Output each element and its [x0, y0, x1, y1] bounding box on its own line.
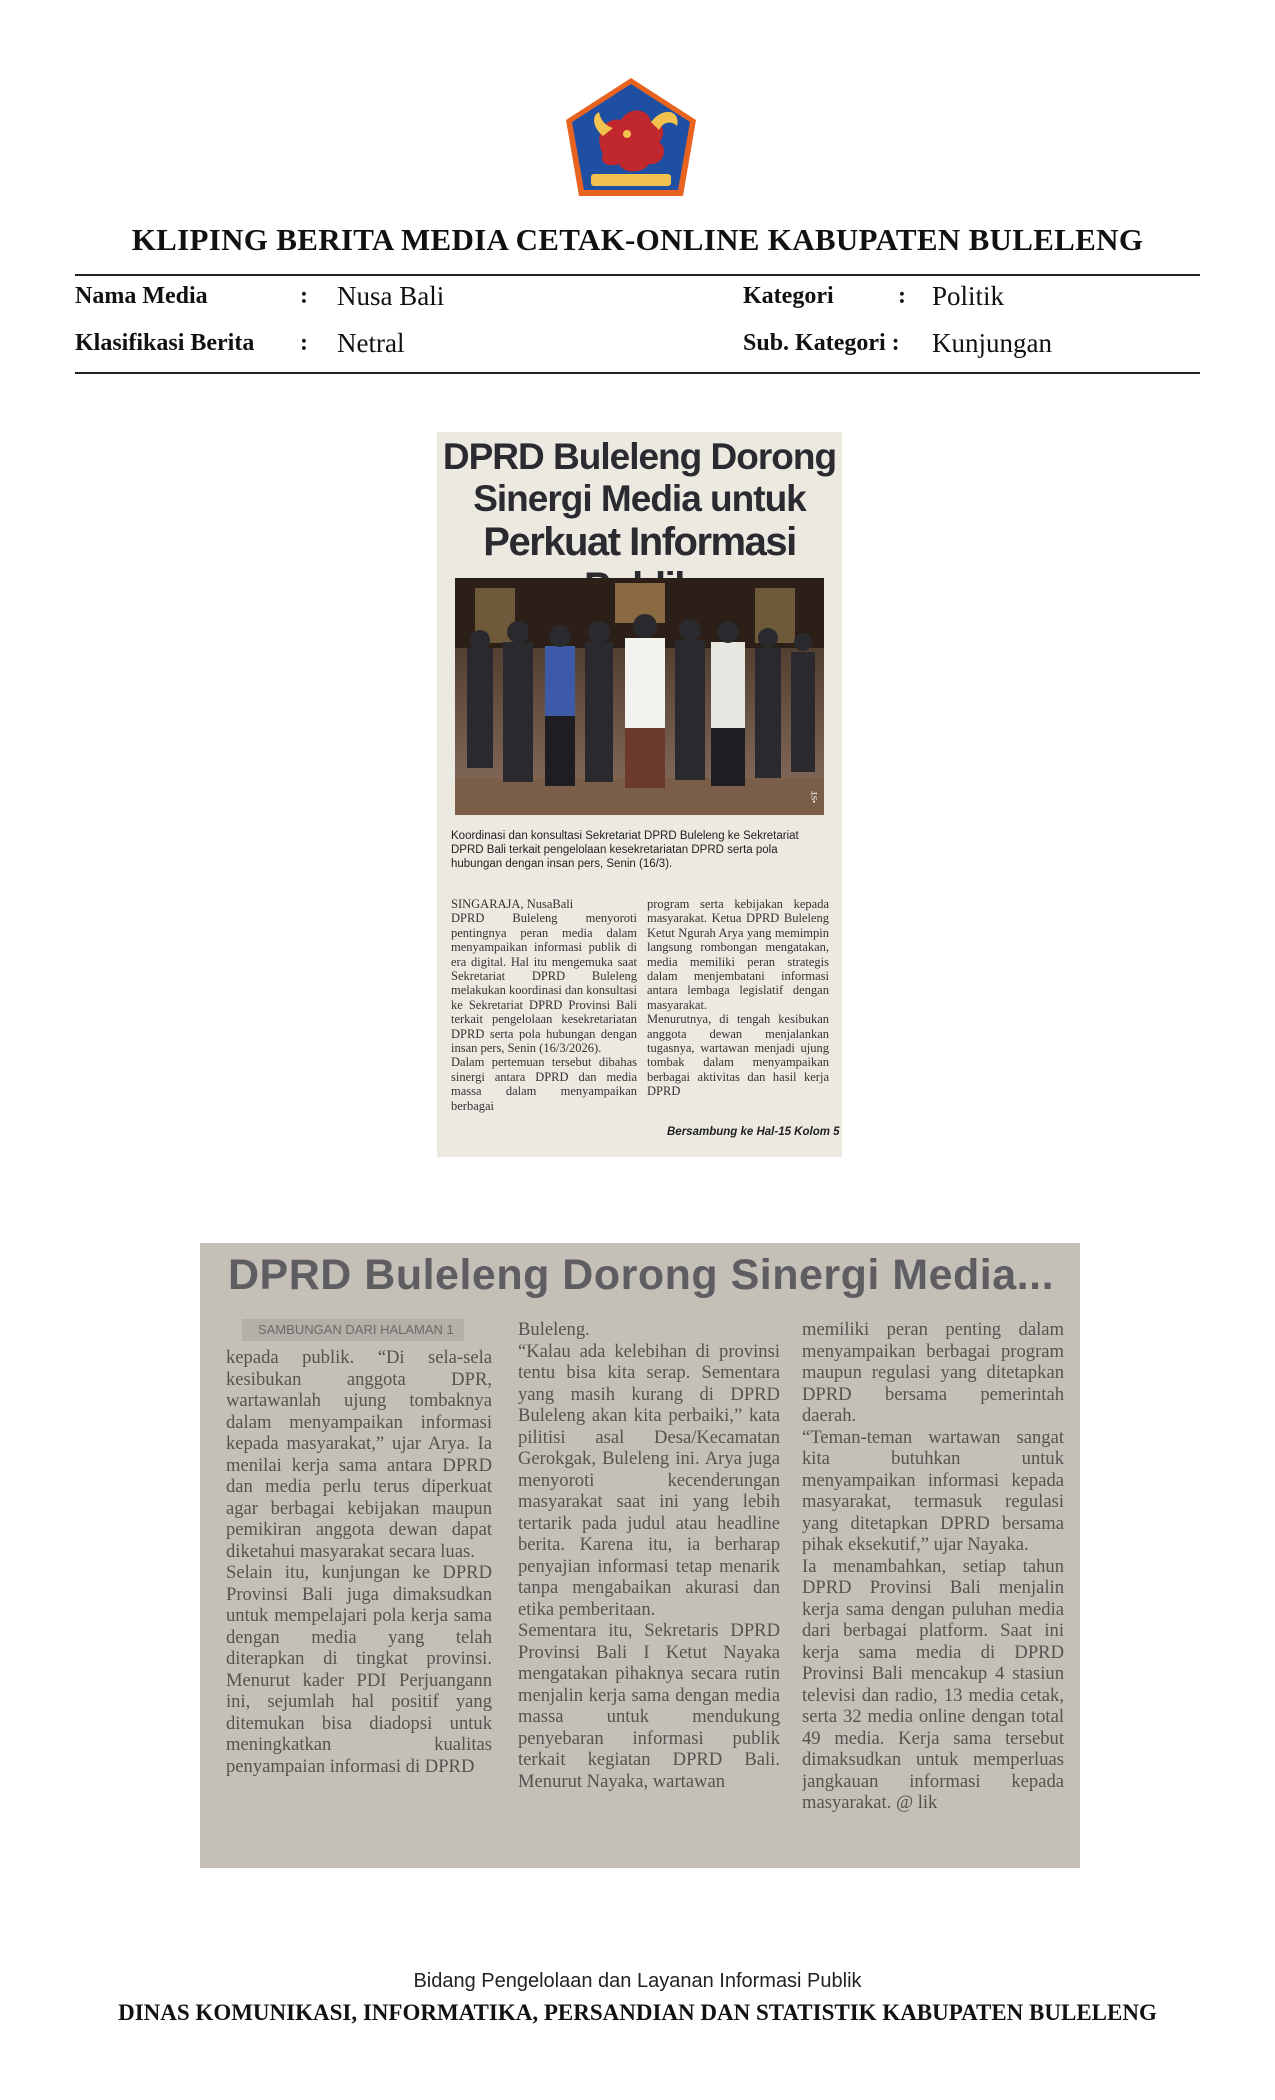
photo-credit: •ST [810, 790, 819, 803]
regency-crest-logo [563, 76, 699, 200]
article-column-left: SINGARAJA, NusaBali DPRD Buleleng menyoroti pentingnya peran media dalam menyampaikan informasi publik di era digital. Hal itu mengemuka saat Sekretariat DPRD Buleleng melakukan koordinasi dan konsultasi ke Sekretariat DPRD Provinsi Bali terkait pengelolaan kesekretariatan DPRD serta pola hubungan dengan insan pers, Senin (16/3/2026). Dalam pertemuan tersebut dibahas sinergi antara DPRD dan media massa dalam menyampaikan berbagai [451, 897, 637, 1113]
klasifikasi-colon: : [300, 330, 308, 356]
kategori-colon: : [898, 283, 906, 309]
kategori-label: Kategori [743, 283, 834, 309]
footer-division: Bidang Pengelolaan dan Layanan Informasi Publik [413, 1970, 862, 1992]
sub-kategori-label: Sub. Kategori : [743, 330, 900, 356]
news-clipping-front-page [437, 432, 842, 1157]
document-title: KLIPING BERITA MEDIA CETAK-ONLINE KABUPATEN BULELENG [131, 222, 1144, 257]
news-clipping-continuation [200, 1243, 1080, 1868]
header-rule-bottom [75, 372, 1200, 374]
continuation-headline: DPRD Buleleng Dorong Sinergi Media... [228, 1251, 1055, 1299]
kategori-value: Politik [932, 281, 1005, 311]
group-photo [455, 578, 824, 815]
sub-kategori-value: Kunjungan [932, 328, 1052, 358]
clipping-headline-line-1: DPRD Buleleng Dorong [442, 436, 837, 477]
nama-media-value: Nusa Bali [337, 281, 445, 311]
klasifikasi-label: Klasifikasi Berita [75, 330, 255, 356]
klasifikasi-value: Netral [337, 328, 405, 358]
continuation-column-2: Buleleng. “Kalau ada kelebihan di provinsi tentu bisa kita serap. Sementara yang masih kurang di DPRD Buleleng akan kita perbaiki,” kata pilitisi asal Desa/Kecamatan Gerokgak, Buleleng ini. Arya juga menyoroti kecenderungan masyarakat saat ini yang lebih tertarik pada judul atau headline berita. Karena itu, ia berharap penyajian informasi tetap menarik tanpa mengabaikan akurasi dan etika pemberitaan. Sementara itu, Sekretaris DPRD Provinsi Bali I Ketut Nayaka mengatakan pihaknya secara rutin menjalin kerja sama dengan media massa untuk mendukung penyebaran informasi publik terkait kegiatan DPRD Bali. Menurut Nayaka, wartawan [518, 1319, 780, 1792]
clipping-headline-line-3: Perkuat Informasi [483, 520, 796, 564]
nama-media-colon: : [300, 283, 308, 309]
continuation-banner: SAMBUNGAN DARI HALAMAN 1 [242, 1319, 464, 1341]
singa-ambara-raja-crest-icon [563, 76, 699, 200]
clipping-headline-line-2: Sinergi Media untuk [473, 478, 806, 519]
header-rule-top [75, 274, 1200, 276]
article-column-right: program serta kebijakan kepada masyarakat. Ketua DPRD Buleleng Ketut Ngurah Arya yang memimpin langsung rombongan mengatakan, media memiliki peran strategis dalam menjembatani informasi antara lembaga legislatif dengan masyarakat. Menurutnya, di tengah kesibukan anggota dewan menjalankan tugasnya, wartawan menjadi ujung tombak dalam menyampaikan berbagai aktivitas dan hasil kerja DPRD [647, 897, 829, 1099]
footer-agency: DINAS KOMUNIKASI, INFORMATIKA, PERSANDIAN DAN STATISTIK KABUPATEN BULELENG [118, 2000, 1157, 2025]
nama-media-label: Nama Media [75, 283, 208, 309]
photo-caption: Koordinasi dan konsultasi Sekretariat DPRD Buleleng ke Sekretariat DPRD Bali terkait pengelolaan kesekretariatan DPRD serta pola hubungan dengan insan pers, Senin (16/3). [451, 830, 799, 870]
continuation-column-3: memiliki peran penting dalam menyampaikan berbagai program maupun regulasi yang ditetapkan DPRD bersama pemerintah daerah. “Teman-teman wartawan sangat kita butuhkan untuk menyampaikan informasi kepada masyarakat, termasuk regulasi yang ditetapkan DPRD bersama pihak eksekutif,” ujar Nayaka. Ia menambahkan, setiap tahun DPRD Provinsi Bali menjalin kerja sama dengan puluhan media dari berbagai platform. Saat ini kerja sama media di DPRD Provinsi Bali mencakup 4 stasiun televisi dan radio, 13 media cetak, serta 32 media online dengan total 49 media. Kerja sama tersebut dimaksudkan untuk memperluas jangkauan informasi kepada masyarakat. @ lik [802, 1319, 1064, 1813]
continued-notice: Bersambung ke Hal-15 Kolom 5 [667, 1126, 840, 1138]
continuation-column-1: kepada publik. “Di sela-sela kesibukan anggota DPR, wartawanlah ujung tombaknya dalam menyampaikan informasi kepada masyarakat,” ujar Arya. Ia menilai kerja sama antara DPRD dan media perlu terus diperkuat agar berbagai kebijakan maupun pemikiran anggota dewan dapat diketahui masyarakat secara luas. Selain itu, kunjungan ke DPRD Provinsi Bali juga dimaksudkan untuk mempelajari pola kerja sama dengan media yang telah diterapkan di tingkat provinsi. Menurut kader PDI Perjuangann ini, sejumlah hal positif yang ditemukan bisa diadopsi untuk meningkatkan kualitas penyampaian informasi di DPRD [226, 1347, 492, 1777]
